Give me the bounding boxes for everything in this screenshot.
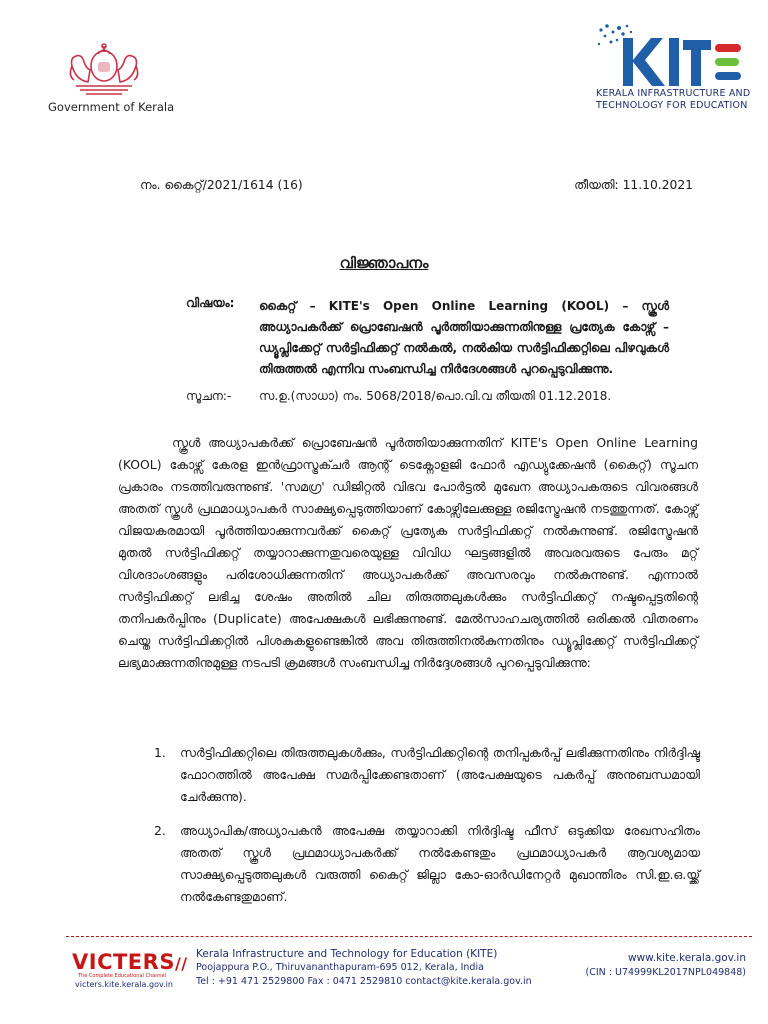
victers-tagline: The Complete Educational Channel (78, 973, 167, 979)
footer-contact: Tel : +91 471 2529800 Fax : 0471 2529810 contact@kite.kerala.gov.in (196, 976, 532, 987)
subject-text: കൈറ്റ് – KITE's Open Online Learning (KOOL) – സ്കൂൾ അധ്യാപകർക്ക് പ്രൊബേഷൻ പൂർത്തിയാക്കുന്നതിനുള്ള പ്രത്യേക കോഴ്സ് – ഡ്യൂപ്ലിക്കേറ്റ് സർട്ടിഫിക്കറ്റ് നൽകൽ, നൽകിയ സർട്ടിഫിക്കറ്റിലെ പിഴവുകൾ തിരുത്തൽ എന്നിവ സംബന്ധിച്ച നിർദേശങ്ങൾ പുറപ്പെടുവിക്കുന്നു. (259, 299, 669, 376)
kite-name-line2: TECHNOLOGY FOR EDUCATION (596, 100, 748, 111)
government-of-kerala-label: Government of Kerala (48, 100, 175, 114)
list-item (154, 820, 700, 908)
victers-logo-text: VICTERS (72, 950, 175, 974)
reference-label: സൂചന:- (186, 389, 232, 403)
footer-cin: (CIN : U74999KL2017NPL049848) (585, 967, 746, 978)
list-item-number: 2. (154, 823, 166, 838)
list-item (154, 742, 700, 808)
footer-address: Poojappura P.O., Thiruvananthapuram-695 012, Kerala, India (196, 962, 484, 973)
document-title (0, 254, 768, 272)
footer-divider (66, 936, 752, 937)
kite-logo-icon (593, 20, 743, 90)
list-item-text: സർട്ടിഫിക്കറ്റിലെ തിരുത്തലുകൾക്കും, സർട്ടിഫിക്കറ്റിന്റെ തനിപ്പകർപ്പ് ലഭിക്കുന്നതിനും നിർദ്ദിഷ്ട ഫോറത്തിൽ അപേക്ഷ സമർപ്പിക്കേണ്ടതാണ് (അപേക്ഷയുടെ പകർപ്പ് അനുബന്ധമായി ചേർക്കുന്നു). (180, 745, 700, 804)
footer-organization: Kerala Infrastructure and Technology for Education (KITE) (196, 948, 498, 960)
victers-slash-icon: // (174, 954, 188, 973)
kite-full-name (596, 88, 750, 112)
list-item-text: അധ്യാപിക/അധ്യാപകൻ അപേക്ഷ തയ്യാറാക്കി നിർദ്ദിഷ്ട ഫീസ് ഒടുക്കിയ രേഖസഹിതം അതത് സ്കൂൾ പ്രഥമാധ്യാപകർക്ക് നൽകേണ്ടതും പ്രഥമാധ്യാപകർ ആവശ്യമായ സാക്ഷ്യപ്പെടുത്തലുകൾ വരുത്തി കൈറ്റ് ജില്ലാ കോ-ഓർഡിനേറ്റർ മുഖാന്തിരം സി.ഇ.ഒ.യ്ക്ക് നൽകേണ്ടതുമാണ്. (180, 823, 700, 904)
footer-website: www.kite.kerala.gov.in (627, 952, 746, 964)
body-paragraph: സ്കൂൾ അധ്യാപകർക്ക് പ്രൊബേഷൻ പൂർത്തിയാക്കുന്നതിന് KITE's Open Online Learning (KOOL) കോഴ്സ് കേരള ഇൻഫ്രാസ്ട്രക്ചർ ആന്റ് ടെക്നോളജി ഫോർ എഡ്യുക്കേഷൻ (കൈറ്റ്) സൂചന പ്രകാരം നടത്തിവരുന്നുണ്ട്. 'സമഗ്ര' ഡിജിറ്റൽ വിഭവ പോർട്ടൽ മുഖേന അധ്യാപകരുടെ വിവരങ്ങൾ അതത് സ്കൂൾ പ്രഥമാധ്യാപകർ സാക്ഷ്യപ്പെടുത്തിയാണ് കോഴ്സിലേക്കുള്ള രജിസ്ട്രേഷൻ നടത്തുന്നത്. കോഴ്സ് വിജയകരമായി പൂർത്തിയാക്കുന്നവർക്ക് കൈറ്റ് പ്രത്യേക സർട്ടിഫിക്കറ്റ് നൽകുന്നുണ്ട്. രജിസ്ട്രേഷൻ മുതൽ സർട്ടിഫിക്കറ്റ് തയ്യാറാക്കുന്നതുവരെയുള്ള വിവിധ ഘട്ടങ്ങളിൽ അവരവരുടെ പേരും മറ്റ് വിശദാംശങ്ങളും പരിശോധിക്കുന്നതിന് അധ്യാപകർക്ക് അവസരവും നൽകുന്നുണ്ട്. എന്നാൽ സർട്ടിഫിക്കറ്റ് ലഭിച്ച ശേഷം അതിൽ ചില തിരുത്തലുകൾക്കും സർട്ടിഫിക്കറ്റ് നഷ്ടപ്പെട്ടതിന്റെ തനിപകർപ്പിനും (Duplicate) അപേക്ഷകൾ ലഭിക്കുന്നുണ്ട്. മേൽസാഹചര്യത്തിൽ ഒരിക്കൽ വിതരണം ചെയ്ത സർട്ടിഫിക്കറ്റിൽ പിശകുകളുണ്ടെങ്കിൽ അവ തിരുത്തിനൽകുന്നതിനും ഡ്യൂപ്ലിക്കേറ്റ് സർട്ടിഫിക്കറ്റ് ലഭ്യമാക്കുന്നതിനുമുള്ള നടപടി ക്രമങ്ങൾ സംബന്ധിച്ച നിർദ്ദേശങ്ങൾ പുറപ്പെടുവിക്കുന്നു: (118, 435, 698, 670)
subject-label: വിഷയം: (186, 296, 235, 310)
reference-number: നം. കൈറ്റ്/2021/1614 (16) (140, 178, 303, 192)
kerala-government-emblem-icon (58, 42, 150, 100)
victers-logo (72, 950, 188, 974)
reference-order-text: സ.ഉ.(സാധാ) നം. 5068/2018/പൊ.വി.വ തീയതി 01.12.2018. (259, 389, 612, 403)
document-title-text: വിജ്ഞാപനം (339, 254, 429, 272)
victers-url: victers.kite.kerala.gov.in (75, 980, 173, 989)
kite-name-line1: KERALA INFRASTRUCTURE AND (596, 88, 751, 99)
list-item-number: 1. (154, 745, 166, 760)
reference-date: തീയതി: 11.10.2021 (574, 178, 693, 192)
